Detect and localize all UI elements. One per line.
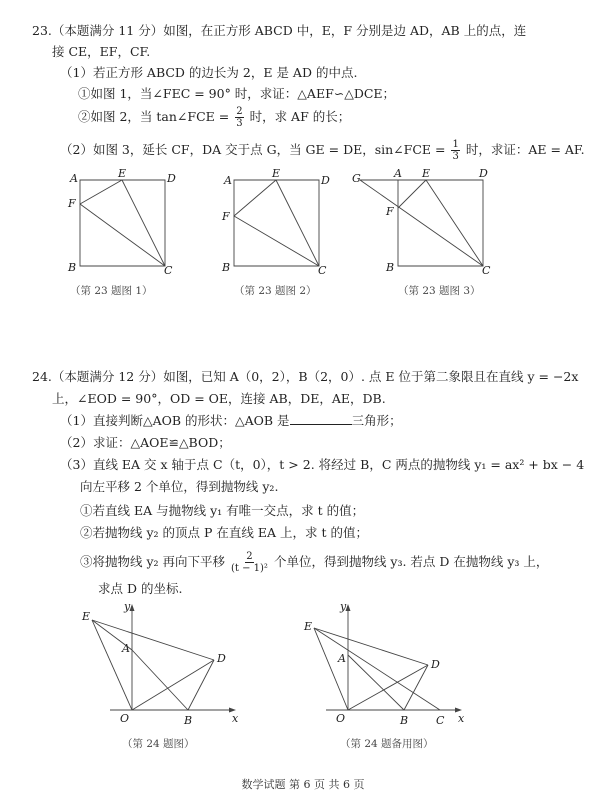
q24-label-b: B <box>184 714 193 727</box>
q23-figure-3 <box>348 168 498 283</box>
q24-label-d: D <box>217 652 226 665</box>
fig2-label-a: A <box>224 174 232 187</box>
q24-part3-1: ①若直线 EA 与抛物线 y₁ 有唯一交点，求 t 的值； <box>80 503 365 518</box>
fig1-label-b: B <box>68 261 77 274</box>
fig2-label-e: E <box>272 167 281 180</box>
q23-figure-1 <box>60 168 180 283</box>
q23-caption-2: （第 23 题图 2） <box>234 285 317 297</box>
answer-blank[interactable] <box>290 412 352 425</box>
q24-part3-3: ③将抛物线 y₂ 再向下平移 $\frac{2}{\text{(t − 1)²}}$ 个单位，得到抛物线 y₃. 若点 D 在抛物线 y₃ 上， <box>80 551 549 574</box>
q24-part3: （3）直线 EA 交 x 轴于点 C（t，0），t > 2. 将经过 B，C 两点的抛物线 y₁ = ax² + bx − 4 <box>60 457 585 472</box>
q23-figure-2 <box>218 168 338 283</box>
q24-label-a: A <box>122 642 130 655</box>
q24-backup-figure <box>300 600 470 730</box>
q24-label-x: x <box>232 712 239 725</box>
q24b-label-e: E <box>304 620 313 633</box>
fig3-label-e: E <box>422 167 431 180</box>
fig2-label-b: B <box>222 261 231 274</box>
q24b-label-a: A <box>338 652 346 665</box>
q23-part1b: ②如图 2，当 tan∠FCE = $\frac{2}{3}$ 时，求 AF 的长； <box>78 106 351 129</box>
fig3-label-b: B <box>386 261 395 274</box>
q24-label-o: O <box>120 712 130 725</box>
q23-stem-line1: 23.（本题满分 11 分）如图，在正方形 ABCD 中，E，F 分别是边 AD，AB 上的点，连 <box>32 23 527 38</box>
q23-caption-1: （第 23 题图 1） <box>70 285 153 297</box>
q24-part2: （2）求证：△AOE≌△BOD； <box>60 435 231 450</box>
q23-sin-fraction: $\frac{1}{3}$ <box>452 139 459 162</box>
q24-stem-line1: 24.（本题满分 12 分）如图，已知 A（0，2），B（2，0）. 点 E 位于第二象限且在直线 y = −2x <box>32 369 579 384</box>
fig3-label-g: G <box>352 172 361 185</box>
fig1-label-a: A <box>70 172 78 185</box>
q24b-label-b: B <box>400 714 409 727</box>
q24b-label-o: O <box>336 712 346 725</box>
q24-shift-fraction: $\frac{2}{\text{(t − 1)²}}$ <box>231 551 268 574</box>
q24b-label-x: x <box>458 712 465 725</box>
fig3-label-d: D <box>479 167 488 180</box>
q24-label-e: E <box>82 610 91 623</box>
fig1-label-f: F <box>68 197 76 210</box>
q24-part3-line2: 向左平移 2 个单位，得到抛物线 y₂. <box>80 479 279 494</box>
fig3-label-c: C <box>482 264 491 277</box>
q24b-label-d: D <box>431 658 440 671</box>
q24-part3-2: ②若抛物线 y₂ 的顶点 P 在直线 EA 上，求 t 的值； <box>80 525 368 540</box>
q24-part1: （1）直接判断△AOB 的形状：△AOB 是 三角形； <box>60 413 402 428</box>
q23-part1a: ①如图 1，当∠FEC = 90° 时，求证：△AEF∽△DCE； <box>78 86 396 101</box>
fig2-label-f: F <box>222 210 230 223</box>
q24-figure <box>80 600 240 730</box>
fig2-label-c: C <box>318 264 327 277</box>
fig1-label-e: E <box>118 167 127 180</box>
q23-part1: （1）若正方形 ABCD 的边长为 2，E 是 AD 的中点. <box>60 65 358 80</box>
q24-part3-4: 求点 D 的坐标. <box>98 581 183 596</box>
fig3-label-a: A <box>394 167 402 180</box>
fig1-label-c: C <box>164 264 173 277</box>
q23-caption-3: （第 23 题图 3） <box>398 285 481 297</box>
q23-tan-fraction: $\frac{2}{3}$ <box>236 106 243 129</box>
fig2-label-d: D <box>321 174 330 187</box>
q23-stem-line2: 接 CE，EF，CF. <box>52 44 151 59</box>
q24-caption-1: （第 24 题图） <box>122 738 195 750</box>
q24-caption-2: （第 24 题备用图） <box>340 738 434 750</box>
fig1-label-d: D <box>167 172 176 185</box>
q24-stem-line2: 上，∠EOD = 90°，OD = OE，连接 AB，DE，AE，DB. <box>52 391 386 406</box>
page-footer: 数学试题 第 6 页 共 6 页 <box>241 778 365 791</box>
q24b-label-y: y <box>340 600 347 613</box>
q24b-label-c: C <box>436 714 445 727</box>
fig3-label-f: F <box>386 205 394 218</box>
q24-label-y: y <box>124 600 131 613</box>
q23-part2: （2）如图 3，延长 CF，DA 交于点 G，当 GE = DE，sin∠FCE = $\frac{1}{3}$ 时，求证：AE = AF. <box>60 139 585 162</box>
